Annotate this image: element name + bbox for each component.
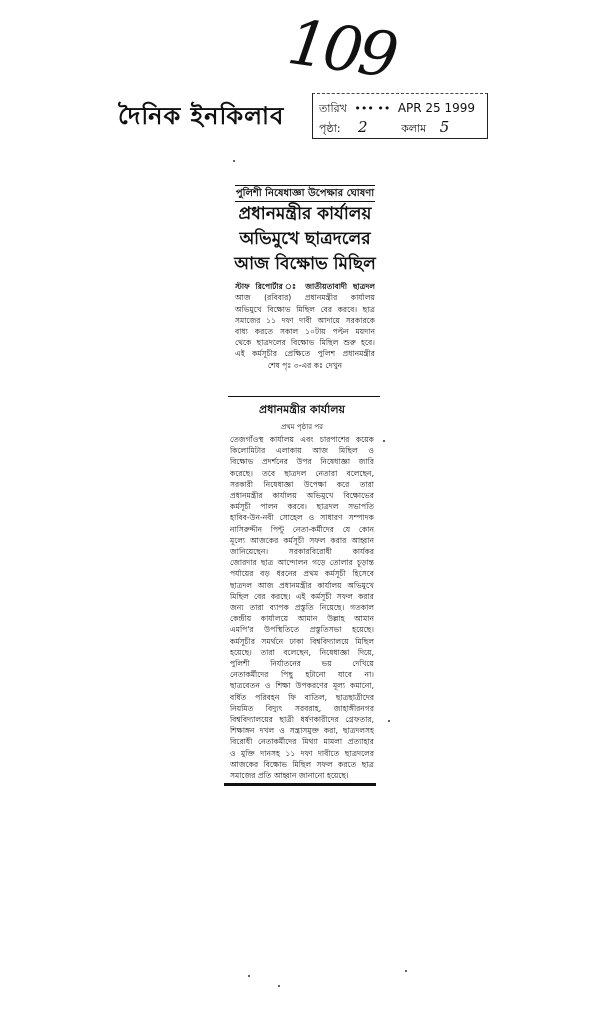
date-stamp: তারিখ ••• •• APR 25 1999 পৃষ্ঠা: 2 কলাম 5 xyxy=(312,93,488,139)
article-clipping-front xyxy=(229,185,381,371)
body-line: সমাজের প্রতি আহ্বান জানানো হয়েছে। xyxy=(230,771,349,781)
body-line: ছাত্রবেতন ও শিক্ষা উপকরণের মূল্য কমানো, xyxy=(230,681,374,691)
body-line: নিয়মিত বিদ্যুৎ সরবরাহ, জাহাঙ্গীরনগর xyxy=(230,703,374,713)
column-label: কলাম xyxy=(401,122,427,135)
body-line: বাধ্য করতে সকাল ১০টায় পল্টন ময়দান xyxy=(235,327,375,337)
body-line: মূল্যে আজকের কর্মসূচী সফল করার আহ্বান xyxy=(230,535,374,545)
body-line: এই কর্মসূচীর প্রেক্ষিতে পুলিশ প্রধানমন্ত্রীর xyxy=(235,349,375,359)
body-line: মিছিল বের করছে। এই কর্মসূচী সফল করার xyxy=(230,591,374,601)
body-line: বিশ্ববিদ্যালয়ের ছাত্রী ধর্ষণকারীদের গ্রেফতার, xyxy=(230,715,374,725)
body-line: পর্যায়ের বড় ধরনের প্রথম কর্মসূচী হিসেবে xyxy=(230,569,374,579)
body-line: এমপি'র উপস্থিতিতে প্রস্তুতিসভা হয়েছে। xyxy=(230,625,374,635)
page-label: পৃষ্ঠা xyxy=(319,122,337,135)
body-line: আজকের বিক্ষোভ মিছিল সফল করতে ছাত্র xyxy=(230,759,374,769)
body-line: করেছে। তবে ছাত্রদল নেতারা বলেছেন, xyxy=(230,468,374,478)
body-line: নাসিরুদ্দীন পিন্টু নেতা-কর্মীদের যে কোন xyxy=(230,524,374,534)
headline-line: আজ বিক্ষোভ মিছিল xyxy=(234,254,376,275)
newspaper-masthead: দৈনিক ইনকিলাব xyxy=(118,102,285,130)
body-line: কিলোমিটার এলাকায় আজ মিছিল ও xyxy=(230,446,374,456)
body-line: অভিমুখে বিক্ষোভ মিছিল বের করবে। ছাত্র xyxy=(235,304,375,314)
bottom-rule xyxy=(224,783,376,786)
divider xyxy=(228,396,380,397)
date-label: তারিখ xyxy=(319,102,347,115)
article-body xyxy=(229,281,381,371)
article-kicker: পুলিশী নিষেধাজ্ঞা উপেক্ষার ঘোষণা xyxy=(235,185,375,202)
body-line: প্রধানমন্ত্রীর কার্যালয় অভিমুখে বিক্ষোভের xyxy=(230,491,374,501)
column-value: 5 xyxy=(439,118,450,136)
body-line: কর্মসূচীর সমর্থনে ঢাকা বিশ্ববিদ্যালয়ে মিছিল xyxy=(230,636,374,646)
handwritten-number: 109 xyxy=(283,4,399,93)
body-line: ছাত্রদল আজ প্রধানমন্ত্রীর কার্যালয় অভিমুখে xyxy=(230,580,374,590)
article-title: প্রধানমন্ত্রীর কার্যালয় xyxy=(259,403,345,416)
body-line: আজ (রবিবার) প্রধানমন্ত্রীর কার্যালয় xyxy=(235,293,375,303)
headline-line: প্রধানমন্ত্রীর কার্যালয় xyxy=(238,204,372,225)
body-line: জন্য তারা ব্যাপক প্রস্তুতি নিয়েছে। গতকাল xyxy=(230,603,374,613)
article-clipping-continued xyxy=(226,400,378,781)
body-line: জোরদার ছাত্র আন্দোলন গড়ে তোলার চূড়ান্ত xyxy=(230,558,374,568)
date-value: APR 25 1999 xyxy=(397,101,476,115)
page-value: 2 xyxy=(358,118,368,136)
body-line: ও মুক্তি দানসহ ১১ দফা দাবীতে ছাত্রদলের xyxy=(230,748,374,758)
continued-from: প্রথম পৃষ্ঠার পর xyxy=(281,423,323,431)
article-body xyxy=(226,434,378,781)
body-line: কর্মসূচী পালন করবে। ছাত্রদল সভাপতি xyxy=(230,502,374,512)
body-line: সমাজের ১১ দফা দাবী আদায়ে সরকারকে xyxy=(235,315,375,325)
continuation-note: শেষ পৃঃ ৩-এর কঃ দেখুন xyxy=(267,360,343,370)
body-line: তেজগাঁওস্থ কার্যালয় এবং চারপাশের কয়েক xyxy=(230,435,374,444)
body-line: বর্ধিত পরিবহন ফি বাতিল, ছাত্রছাত্রীদের xyxy=(230,692,374,702)
body-line: পুলিশী নির্যাতনের ভয় দেখিয়ে xyxy=(230,659,374,669)
body-line: থেকে ছাত্রদলের বিক্ষোভ মিছিল শুরু হবে। xyxy=(235,338,375,348)
body-line: সরকারী নিষেধাজ্ঞা উপেক্ষা করে তারা xyxy=(230,479,374,489)
body-line: নেতাকর্মীদের পিছু হটানো যাবে না। xyxy=(230,670,374,680)
body-line: শিক্ষাঙ্গন দখল ও সন্ত্রাসমুক্ত করা, ছাত্রদলসহ xyxy=(230,726,374,736)
headline-line: অভিমুখে ছাত্রদলের xyxy=(239,229,371,250)
body-line: কেন্দ্রীয় কার্যালয়ে আমান উল্লাহ আমান xyxy=(230,614,374,624)
body-line: বিক্ষোভ প্রদর্শনের উপর নিষেধাজ্ঞা জারি xyxy=(230,457,374,467)
body-line: হাবিব-উন-নবী সোহেল ও সাধারণ সম্পাদক xyxy=(230,513,374,523)
body-line: বিরোধী নেতাকর্মীদের মিথ্যা মামলা প্রত্যাহার xyxy=(230,737,374,747)
body-line: হয়েছে। তারা বলেছেন, নিষেধাজ্ঞা দিয়ে, xyxy=(230,647,374,657)
body-line: স্টাফ রিপোর্টার ঃ জাতীয়তাবাদী ছাত্রদল xyxy=(235,282,375,292)
body-line: জানিয়েছেন। সরকারবিরোধী কার্যকর xyxy=(230,547,374,557)
